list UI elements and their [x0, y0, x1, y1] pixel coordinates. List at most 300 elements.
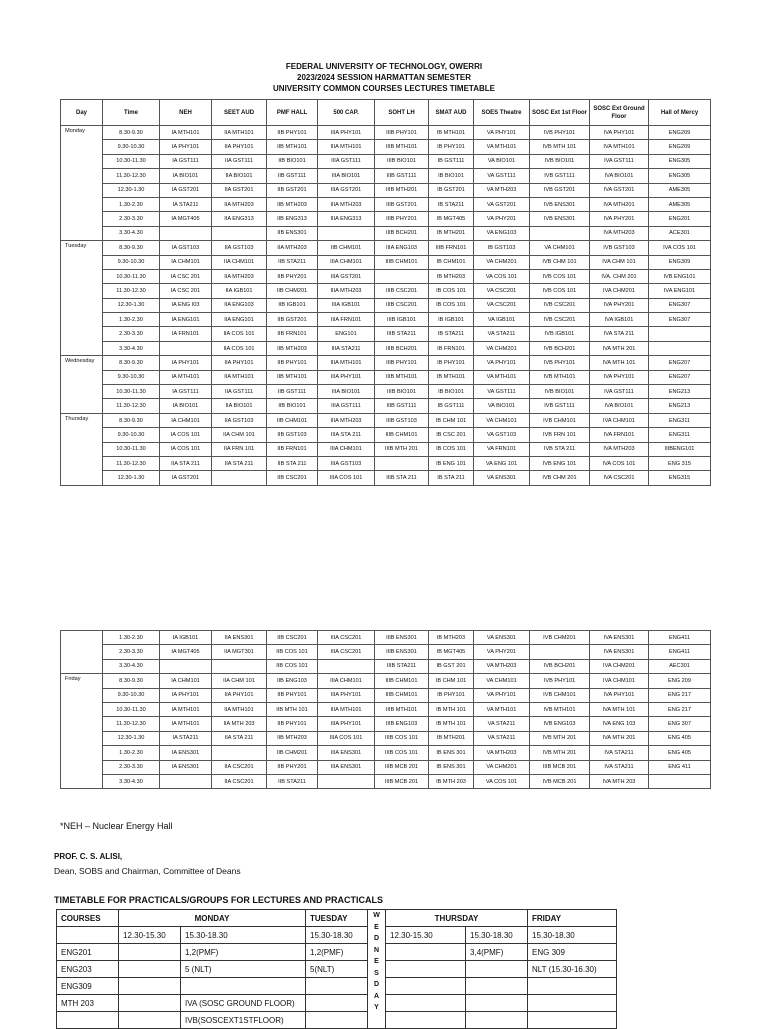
course-cell: IVB GST103 [590, 241, 649, 255]
practical-cell [466, 961, 528, 978]
course-cell: IIIB ENS301 [375, 631, 429, 645]
course-cell: IA ENS301 [160, 760, 212, 774]
course-cell: IIB ENG313 [267, 212, 318, 226]
course-cell: ENG207 [649, 370, 711, 384]
time-cell: 3.30-4.30 [103, 341, 160, 355]
course-cell: IIA MGT301 [212, 645, 267, 659]
course-cell [375, 269, 429, 283]
course-cell: VA ENG103 [474, 226, 530, 240]
course-cell: IIIA ENS301 [318, 760, 375, 774]
course-cell: IB STA211 [429, 327, 474, 341]
course-cell: IIA MTH203 [267, 241, 318, 255]
course-cell: IIB CHM201 [267, 746, 318, 760]
course-cell: IIA CHM 101 [212, 428, 267, 442]
course-cell [160, 659, 212, 673]
course-cell [649, 327, 711, 341]
course-cell: IVA STA211 [590, 760, 649, 774]
course-cell: VA CHM101 [530, 241, 590, 255]
course-cell: IVA MTH203 [590, 226, 649, 240]
course-cell: IVB ENS301 [530, 197, 590, 211]
course-cell: IB MTH101 [429, 126, 474, 140]
course-cell: IIIB BIO101 [375, 385, 429, 399]
course-cell: VA GST111 [474, 169, 530, 183]
table-row [61, 197, 711, 211]
course-cell: IVA ENG 103 [590, 717, 649, 731]
course-cell: IA FRN101 [160, 327, 212, 341]
course-cell: IVA FRN101 [590, 428, 649, 442]
course-cell: IIA MTH101 [212, 702, 267, 716]
course-cell: ENG311 [649, 428, 711, 442]
practical-cell: 1,2(PMF) [306, 944, 368, 961]
course-cell: IVA MTH201 [590, 197, 649, 211]
header-monday: MONDAY [119, 910, 306, 927]
course-cell: IIA MTH 203 [212, 717, 267, 731]
day-cell-continued [61, 631, 103, 674]
course-cell: IB CHM101 [429, 255, 474, 269]
course-cell: VA CHM101 [474, 674, 530, 688]
slot-thursday-2: 15.30-18.30 [466, 927, 528, 944]
course-cell: VA CHM101 [474, 413, 530, 427]
course-cell: IVA PHY101 [590, 126, 649, 140]
course-cell: IB ENS 301 [429, 746, 474, 760]
course-cell: IIIB STA211 [375, 327, 429, 341]
course-cell: IIA MTH101 [212, 370, 267, 384]
course-cell: IVA STA211 [590, 746, 649, 760]
time-cell: 3.30-4.30 [103, 774, 160, 788]
practical-cell [119, 1012, 181, 1029]
time-cell: 1.30-2.30 [103, 746, 160, 760]
practical-cell: 3,4(PMF) [466, 944, 528, 961]
course-cell: IIIA CSC201 [318, 645, 375, 659]
course-cell: ENG309 [649, 255, 711, 269]
course-cell: ENG 405 [649, 746, 711, 760]
course-cell: IB GST201 [429, 183, 474, 197]
course-cell: IA MGT405 [160, 212, 212, 226]
course-cell: IVA GST111 [590, 154, 649, 168]
course-cell: IVB CHM 201 [530, 471, 590, 485]
course-cell: IA MTH101 [160, 370, 212, 384]
table-row [61, 298, 711, 312]
course-cell: IVB GST111 [530, 169, 590, 183]
course-cell: IIA CSC201 [212, 774, 267, 788]
course-cell: IIB GST111 [267, 385, 318, 399]
course-cell: IIB GST103 [267, 428, 318, 442]
course-name-cell: MTH 203 [57, 995, 119, 1012]
course-cell: IIIB MCB 201 [375, 760, 429, 774]
course-cell: IIB PHY101 [267, 126, 318, 140]
course-cell: IIA COS 101 [212, 341, 267, 355]
lectures-timetable-part2 [60, 630, 711, 789]
course-cell: IIB GST111 [267, 169, 318, 183]
course-cell: IIIA PHY101 [318, 717, 375, 731]
course-cell: IVA CHM 101 [590, 255, 649, 269]
time-cell: 12.30-1.30 [103, 731, 160, 745]
table-row [61, 688, 711, 702]
course-cell: IVB CSC201 [530, 313, 590, 327]
course-cell: IIB MTH 101 [267, 702, 318, 716]
time-cell: 9.30-10.30 [103, 428, 160, 442]
course-cell: AEC301 [649, 659, 711, 673]
course-cell: VA ENS301 [474, 471, 530, 485]
course-cell: IVA STA 211 [590, 327, 649, 341]
table-row [61, 212, 711, 226]
course-cell: IA STA211 [160, 731, 212, 745]
time-cell: 11.30-12.30 [103, 717, 160, 731]
course-cell: IIIB GST111 [375, 169, 429, 183]
course-cell: IIIB BCH201 [375, 341, 429, 355]
header-friday: FRIDAY [528, 910, 617, 927]
time-cell: 9.30-10.30 [103, 140, 160, 154]
course-cell: IB MTH 101 [429, 717, 474, 731]
practical-cell [466, 978, 528, 995]
course-cell: IIB STA 211 [267, 456, 318, 470]
course-cell: IA ENS301 [160, 746, 212, 760]
course-cell: IIA MTH101 [212, 126, 267, 140]
course-cell: ENG 209 [649, 674, 711, 688]
practicals-row [57, 961, 617, 978]
table-row [61, 341, 711, 355]
course-cell [212, 746, 267, 760]
course-cell: IB MTH101 [429, 370, 474, 384]
course-cell: IIIB MTH101 [375, 140, 429, 154]
course-cell [212, 226, 267, 240]
course-cell: ACE301 [649, 226, 711, 240]
table-row [61, 659, 711, 673]
table-row [61, 717, 711, 731]
course-cell: IVA COS 101 [590, 456, 649, 470]
course-cell: IB MTH 101 [429, 702, 474, 716]
course-cell: IVB CHM101 [530, 413, 590, 427]
course-cell: ENG311 [649, 413, 711, 427]
course-cell: IIIB PHY101 [375, 356, 429, 370]
course-cell: IIIA MTH203 [318, 284, 375, 298]
course-cell: IVB STA 211 [530, 442, 590, 456]
course-cell: VA PHY201 [474, 212, 530, 226]
course-cell: IA GST111 [160, 385, 212, 399]
course-cell: IVB PHY101 [530, 356, 590, 370]
practical-cell [386, 961, 466, 978]
time-cell: 3.30-4.30 [103, 659, 160, 673]
course-cell: IIIA GST201 [318, 183, 375, 197]
session-title: 2023/2024 SESSION HARMATTAN SEMESTER [297, 73, 471, 82]
table-row [61, 284, 711, 298]
course-cell: IIIB ENS301 [375, 645, 429, 659]
course-cell [318, 226, 375, 240]
course-cell: IA GST103 [160, 241, 212, 255]
practical-cell: ENG 309 [528, 944, 617, 961]
time-cell: 2.30-3.30 [103, 212, 160, 226]
practicals-table [56, 909, 617, 1029]
practical-cell: 1,2(PMF) [181, 944, 306, 961]
course-cell: IIIB GST111 [375, 399, 429, 413]
course-cell: IA MTH101 [160, 717, 212, 731]
course-cell: ENG307 [649, 298, 711, 312]
course-cell: VA BIO101 [474, 154, 530, 168]
course-cell: IB COS 101 [429, 284, 474, 298]
course-cell: VA MTH101 [474, 140, 530, 154]
day-cell-tuesday: Tuesday [61, 241, 103, 356]
course-cell: VA ENS301 [474, 631, 530, 645]
course-cell: IIIB BCH201 [375, 226, 429, 240]
course-cell: IVA PHY101 [590, 370, 649, 384]
lectures-timetable-part1 [60, 99, 711, 486]
practical-cell [306, 1012, 368, 1029]
course-cell: IVA MTH 101 [590, 702, 649, 716]
time-cell: 12.30-1.30 [103, 298, 160, 312]
course-cell: IVB FRN 101 [530, 428, 590, 442]
course-cell: IB CHM 101 [429, 674, 474, 688]
course-cell: VA CSC201 [474, 284, 530, 298]
wednesday-letter: Y [374, 1004, 379, 1011]
course-cell [160, 226, 212, 240]
course-cell: IIA GST201 [212, 183, 267, 197]
column-header: Day [61, 100, 103, 126]
course-cell: IA BIO101 [160, 169, 212, 183]
course-cell: IVA PHY201 [590, 212, 649, 226]
course-cell: IIIA GST111 [318, 154, 375, 168]
course-cell: IA GST111 [160, 154, 212, 168]
table-row [61, 313, 711, 327]
slot-blank [57, 927, 119, 944]
wednesday-letter: D [373, 935, 380, 942]
course-cell: IVA CHM201 [590, 284, 649, 298]
table-row [61, 413, 711, 427]
course-cell: IIA GST103 [212, 413, 267, 427]
course-cell: IVB BCH201 [530, 659, 590, 673]
time-cell: 11.30-12.30 [103, 456, 160, 470]
course-cell: IVB PHY101 [530, 674, 590, 688]
table-row [61, 442, 711, 456]
table-row [61, 269, 711, 283]
table-row [61, 399, 711, 413]
course-cell: ENG209 [649, 140, 711, 154]
course-name-cell: ENG309 [57, 978, 119, 995]
course-cell: VA PHY101 [474, 356, 530, 370]
course-cell: IIIB FRN101 [429, 241, 474, 255]
table-row [61, 183, 711, 197]
practical-cell: 5 (NLT) [181, 961, 306, 978]
course-cell: IIIA PHY101 [318, 370, 375, 384]
practical-cell: NLT (15.30-16.30) [528, 961, 617, 978]
course-cell: IVB IGB101 [530, 327, 590, 341]
course-cell: IIA STA 211 [160, 456, 212, 470]
course-cell: IIIA CHM101 [318, 255, 375, 269]
course-cell: IIB IGB101 [267, 298, 318, 312]
course-cell: IVB CSC201 [530, 298, 590, 312]
course-cell: ENG 217 [649, 688, 711, 702]
course-cell: ENG 411 [649, 760, 711, 774]
course-cell: IIA ENG101 [212, 313, 267, 327]
course-cell: IIB BIO101 [267, 154, 318, 168]
column-header: SMAT AUD [429, 100, 474, 126]
course-cell: IVB CHM 101 [530, 255, 590, 269]
course-cell: IB PHY101 [429, 688, 474, 702]
course-cell: IVA MTH203 [590, 442, 649, 456]
course-cell: IIA BIO101 [212, 399, 267, 413]
course-cell: IA CSC 201 [160, 284, 212, 298]
slot-monday-2: 15.30-18.30 [181, 927, 306, 944]
table-row [61, 631, 711, 645]
course-cell: VA CSC201 [474, 298, 530, 312]
course-cell: VA GST111 [474, 385, 530, 399]
course-cell: IIB COS 101 [267, 645, 318, 659]
course-cell: IIIA MTH101 [318, 356, 375, 370]
course-cell: IB STA 211 [429, 471, 474, 485]
course-cell: IIA COS 101 [212, 327, 267, 341]
course-cell: IA CSC 201 [160, 269, 212, 283]
practical-cell [386, 978, 466, 995]
course-cell: IB ENS 301 [429, 760, 474, 774]
day-cell-monday: Monday [61, 126, 103, 241]
time-cell: 10.30-11.30 [103, 702, 160, 716]
course-cell: IIB BIO101 [267, 399, 318, 413]
table-row [61, 702, 711, 716]
course-cell: IIA CHM101 [212, 255, 267, 269]
course-cell: IB MTH 203 [429, 774, 474, 788]
course-cell [649, 341, 711, 355]
university-name: FEDERAL UNIVERSITY OF TECHNOLOGY, OWERRI [285, 62, 483, 71]
course-cell: IIIB CSC201 [375, 284, 429, 298]
course-cell: IVA BIO101 [590, 169, 649, 183]
course-cell: IA MGT405 [160, 645, 212, 659]
time-cell: 11.30-12.30 [103, 284, 160, 298]
course-cell: IA PHY101 [160, 140, 212, 154]
time-cell: 10.30-11.30 [103, 154, 160, 168]
course-cell: IIB PHY101 [267, 717, 318, 731]
course-cell: VA ENG 101 [474, 456, 530, 470]
course-cell: IIIB GST103 [375, 413, 429, 427]
course-cell: IB MTH203 [429, 269, 474, 283]
course-cell: VA GST201 [474, 197, 530, 211]
course-cell: IVA ENS301 [590, 631, 649, 645]
course-cell: IVA GST201 [590, 183, 649, 197]
table-row [61, 241, 711, 255]
course-cell: IIB MTH203 [267, 731, 318, 745]
course-cell: IVB COS 101 [530, 284, 590, 298]
course-cell: IIIA COS 101 [318, 471, 375, 485]
course-cell: IIIA GST103 [318, 456, 375, 470]
course-cell [160, 774, 212, 788]
course-cell: IVA CHM201 [590, 659, 649, 673]
course-cell: IVB ENS301 [530, 212, 590, 226]
course-cell: IVA ENG101 [649, 284, 711, 298]
course-cell: IB ENG 101 [429, 456, 474, 470]
column-header: SOSC Ext 1st Floor [530, 100, 590, 126]
course-cell: IIA GST111 [212, 385, 267, 399]
course-cell: IIA MTH203 [212, 197, 267, 211]
course-cell: IIIA ENG103 [375, 241, 429, 255]
course-cell: IA GST201 [160, 183, 212, 197]
course-cell: ENG201 [649, 212, 711, 226]
table-row [61, 428, 711, 442]
course-cell: IA STA211 [160, 197, 212, 211]
course-cell: IVB MTH 201 [530, 731, 590, 745]
course-cell: IIIB CHM101 [375, 428, 429, 442]
course-cell: IA GST201 [160, 471, 212, 485]
table-row [61, 471, 711, 485]
course-cell: IVA MTH 201 [590, 341, 649, 355]
course-cell: IIB MTH101 [267, 370, 318, 384]
course-cell: VA MTH203 [474, 183, 530, 197]
table-row [61, 327, 711, 341]
course-cell: IIIA CHM101 [318, 442, 375, 456]
time-cell: 1.30-2.30 [103, 313, 160, 327]
practical-cell [306, 978, 368, 995]
course-cell: IVB MTH101 [530, 370, 590, 384]
course-cell: VA IGB101 [474, 313, 530, 327]
course-cell: IB MGT405 [429, 645, 474, 659]
course-cell: IA CHM101 [160, 674, 212, 688]
course-cell: IVA MTH101 [590, 140, 649, 154]
course-cell: IIIA IGB101 [318, 298, 375, 312]
course-cell: IIIB CHM101 [375, 688, 429, 702]
course-cell: IVA MTH 201 [590, 731, 649, 745]
wednesday-letter: S [374, 969, 379, 977]
course-cell: IVB PHY101 [530, 126, 590, 140]
course-cell: IIA MTH203 [212, 269, 267, 283]
course-cell: IIB STA211 [267, 774, 318, 788]
header-tuesday: TUESDAY [306, 910, 368, 927]
course-cell [318, 774, 375, 788]
course-cell: IIB MTH203 [267, 197, 318, 211]
course-cell: ENG209 [649, 126, 711, 140]
course-cell: VA PHY101 [474, 688, 530, 702]
time-cell: 2.30-3.30 [103, 327, 160, 341]
course-cell: ENG411 [649, 631, 711, 645]
course-cell: IIA GST111 [212, 154, 267, 168]
day-cell-thursday: Thursday [61, 413, 103, 485]
time-cell: 8.30-9.30 [103, 674, 160, 688]
practical-cell [119, 944, 181, 961]
course-cell: IIIA FRN101 [318, 313, 375, 327]
course-cell: VA FRN101 [474, 442, 530, 456]
course-cell: VA STA211 [474, 327, 530, 341]
course-cell: IA MTH101 [160, 702, 212, 716]
wednesday-letter: D [373, 981, 380, 988]
course-cell: IIA CSC201 [212, 760, 267, 774]
course-cell: IVA GST111 [590, 385, 649, 399]
course-cell: IB FRN101 [429, 341, 474, 355]
course-cell: IA CHM101 [160, 413, 212, 427]
course-cell: IIA ENG103 [212, 298, 267, 312]
course-cell: IIB GST201 [267, 313, 318, 327]
course-cell: IIIA PHY101 [318, 688, 375, 702]
course-cell: IIIB GST201 [375, 197, 429, 211]
practical-cell [306, 995, 368, 1012]
time-cell: 8.30-9.30 [103, 126, 160, 140]
course-cell: IIB PHY101 [267, 688, 318, 702]
course-cell: IVB GST201 [530, 183, 590, 197]
practical-cell [119, 961, 181, 978]
course-cell: VA MTH101 [474, 702, 530, 716]
column-header: Hall of Mercy [649, 100, 711, 126]
slot-tuesday: 15.30-18.30 [306, 927, 368, 944]
course-cell: IVA CHM101 [590, 413, 649, 427]
time-cell: 9.30-10.30 [103, 688, 160, 702]
column-header: SEET AUD [212, 100, 267, 126]
course-cell: ENG101 [318, 327, 375, 341]
course-cell: IIIB BIO101 [375, 154, 429, 168]
wednesday-letter: E [374, 958, 379, 965]
practicals-row [57, 978, 617, 995]
course-cell: IIB PHY201 [267, 760, 318, 774]
column-header: Time [103, 100, 160, 126]
course-cell: ENG305 [649, 154, 711, 168]
course-cell: IVA ENS301 [590, 645, 649, 659]
course-cell: VA GST103 [474, 428, 530, 442]
course-cell: IA CHM101 [160, 255, 212, 269]
course-cell: IVB ENG101 [649, 269, 711, 283]
